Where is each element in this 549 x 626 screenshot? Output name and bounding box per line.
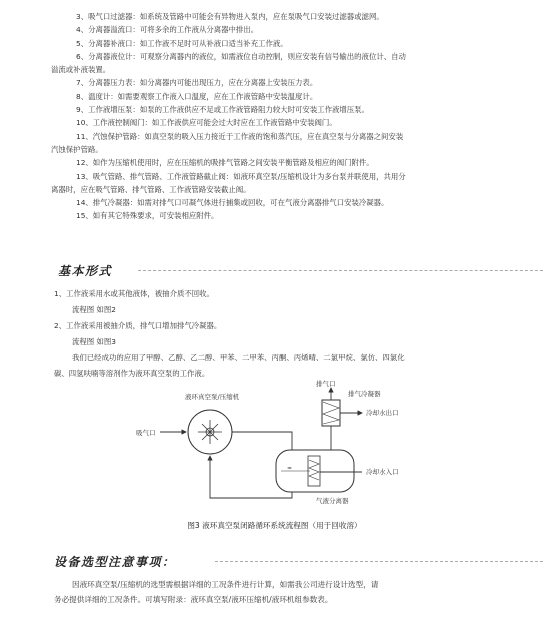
liquid-return-pipe: [210, 456, 292, 498]
list-item-continuation: 溢流或补液装置。: [51, 65, 111, 75]
form-line-3: 2、工作液采用被抽介质，排气口增加排气冷凝器。: [54, 321, 222, 330]
form-line-5: 我们已经成功的应用了甲醇、乙醇、乙二醇、甲苯、二甲苯、丙酮、丙烯晴、二氯甲烷、氯仿、四氯化: [72, 353, 405, 362]
list-item: [28, 170, 528, 197]
separator-label: 气液分离器: [316, 497, 349, 505]
form-line-6: 碳、四氢呋喃等溶剂作为液环真空泵的工作液。: [54, 369, 210, 378]
selection-line-2: 务必提供详细的工况条件。可填写附录：液环真空泵/液环压缩机/液环机组参数表。: [54, 595, 333, 604]
list-item: [28, 10, 528, 23]
coolant-out-label: 冷却水出口: [366, 409, 399, 417]
exhaust-label: 排气口: [316, 380, 336, 388]
list-item: [28, 90, 528, 103]
list-item-continuation: 汽蚀保护管路。: [51, 144, 103, 154]
list-item-text: 11、汽蚀保护管路：如真空泵的吸入压力接近于工作液的饱和蒸汽压，应在真空泵与分离器之间安装: [76, 131, 404, 141]
form-line-4: 流程图 如图3: [72, 337, 117, 346]
discharge-pipe: [232, 432, 292, 450]
list-item-text: 4、分离器溢流口：可将多余的工作液从分离器中排出。: [76, 25, 259, 35]
list-item-continuation: 离器时，应在吸气管路、排气管路、工作液管路安装截止阀。: [51, 184, 251, 194]
form-line-2: 流程图 如图2: [72, 305, 117, 314]
list-item-text: 6、分离器液位计：可观察分离器内的液位，如需液位自动控制，则应安装有信号输出的液位计、自动: [76, 51, 406, 61]
list-item: [28, 23, 528, 36]
list-item-text: 7、分离器压力表：如分离器内可能出现压力，应在分离器上安装压力表。: [76, 78, 318, 88]
list-item-text: 3、吸气口过滤器：如系统及管路中可能会有异物进入泵内，应在泵吸气口安装过滤器或滤网。: [76, 12, 384, 21]
list-item-text: 12、如作为压缩机使用时，应在压缩机的吸排气管路之间安装平衡管路及相应的阀门附件。: [76, 158, 374, 168]
accessory-list: [28, 10, 528, 223]
section-title-basic-forms: 基本形式: [58, 264, 113, 278]
form-line-1: 1、工作液采用水或其他液体，被抽介质不回收。: [54, 289, 214, 298]
section-divider: [138, 270, 543, 271]
section-divider-2: [215, 561, 543, 562]
list-item-text: 9、工作液增压泵：如泵的工作液供应不足或工作液管路阻力较大时可安装工作液增压泵。: [76, 105, 369, 115]
selection-line-1: 因液环真空泵/压缩机的选型需根据详细的工况条件进行计算，如需我公司进行设计选型，请: [72, 580, 379, 589]
selection-body: [54, 577, 534, 607]
list-item: [28, 37, 528, 50]
list-item: [28, 130, 528, 157]
list-item: [28, 156, 528, 169]
list-item-text: 14、排气冷凝器：如需对排气口可凝气体进行捕集或回收，可在气液分离器排气口安装冷凝器。: [76, 198, 389, 208]
list-item-text: 8、温度计：如需要观察工作液入口温度，应在工作液管路中安装温度计。: [76, 91, 318, 101]
list-item: [28, 76, 528, 89]
condenser-label: 排气冷凝器: [348, 390, 381, 398]
list-item: [28, 116, 528, 129]
basic-forms-body: [54, 286, 534, 382]
list-item: [28, 209, 528, 222]
figure-caption: 图3 液环真空泵闭路循环系统流程图（用于回收溶）: [187, 521, 362, 530]
liquid-level-icon: ≈: [287, 465, 293, 472]
list-item: [28, 50, 528, 77]
pump-impeller-icon: [198, 420, 222, 444]
inlet-label: 吸气口: [136, 429, 156, 437]
pump-label: 液环真空泵/压缩机: [185, 393, 240, 401]
list-item-text: 15、如有其它特殊要求，可安装相应附件。: [76, 211, 219, 221]
flow-diagram: [0, 380, 549, 520]
list-item: [28, 196, 528, 209]
list-item-text: 5、分离器补液口：如工作液不足时可从补液口适当补充工作液。: [76, 38, 288, 48]
coolant-in-label: 冷却水入口: [366, 468, 399, 476]
section-title-selection: 设备选型注意事项：: [54, 555, 176, 569]
list-item-text: 13、吸气管路、排气管路、工作液管路截止阀：如液环真空泵/压缩机设计为多台泵并联使用，共用分: [76, 171, 406, 181]
list-item-text: 10、工作液控制阀门：如工作液供应可能会过大时应在工作液管路中安装阀门。: [76, 118, 337, 128]
list-item: [28, 103, 528, 116]
